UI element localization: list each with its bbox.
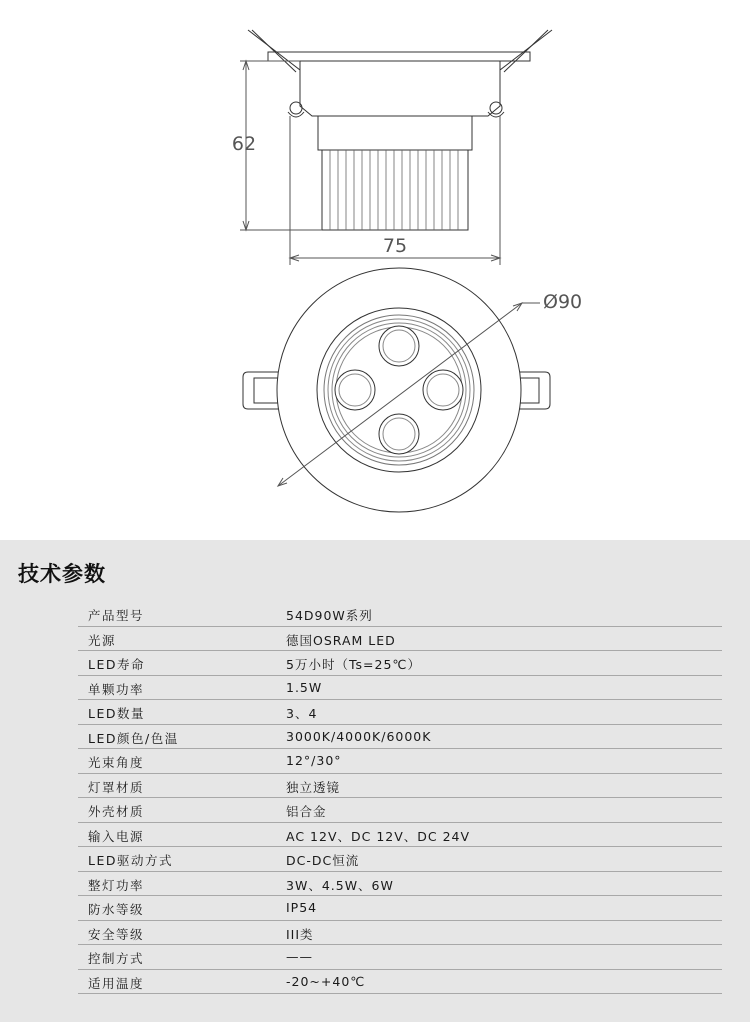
- spec-label: LED颜色/色温: [88, 730, 179, 746]
- spec-row-waterproof: [78, 896, 722, 921]
- spec-value: 德国OSRAM LED: [286, 632, 396, 648]
- specs-panel: [0, 540, 750, 1022]
- spec-row-light-source: [78, 627, 722, 652]
- spec-table: [78, 602, 722, 994]
- spec-label: 输入电源: [88, 828, 145, 844]
- spec-value: 3000K/4000K/6000K: [286, 728, 432, 744]
- spec-row-temperature: [78, 970, 722, 995]
- diameter-label: Ø90: [543, 291, 583, 313]
- spec-label: LED寿命: [88, 657, 145, 672]
- spec-label: LED数量: [88, 706, 145, 721]
- spec-row-beam-angle: [78, 749, 722, 774]
- spec-value: 3W、4.5W、6W: [286, 877, 394, 893]
- spec-label: 安全等级: [88, 926, 145, 942]
- spec-label: 单颗功率: [88, 681, 145, 697]
- spec-value: 12°/30°: [286, 753, 342, 768]
- spec-label: LED驱动方式: [88, 853, 173, 868]
- spec-label: 灯罩材质: [88, 779, 145, 795]
- spec-value: 铝合金: [286, 804, 327, 819]
- specs-title: 技术参数: [18, 562, 106, 586]
- front-view: [243, 268, 550, 512]
- spec-row-unit-power: [78, 676, 722, 701]
- spec-row-housing-material: [78, 798, 722, 823]
- height-label: 62: [231, 133, 257, 155]
- spec-row-color-temp: [78, 725, 722, 750]
- spec-value: 5万小时（Ts=25℃）: [286, 657, 421, 672]
- spec-label: 控制方式: [88, 951, 145, 966]
- spec-value: ——: [286, 949, 313, 964]
- spec-label: 光源: [88, 632, 117, 648]
- spec-label: 防水等级: [88, 902, 145, 917]
- spec-row-model: [78, 602, 722, 627]
- spec-value: 54D90W系列: [286, 608, 373, 623]
- spec-label: 外壳材质: [88, 804, 145, 819]
- spec-value: DC-DC恒流: [286, 853, 360, 868]
- spec-value: -20~+40℃: [286, 973, 366, 989]
- width-label: 75: [382, 235, 408, 257]
- spec-value: 独立透镜: [286, 779, 341, 795]
- spec-label: 适用温度: [88, 975, 145, 991]
- spec-value: AC 12V、DC 12V、DC 24V: [286, 828, 471, 844]
- spec-label: 整灯功率: [88, 877, 145, 893]
- spec-row-safety-class: [78, 921, 722, 946]
- spec-label: 光束角度: [88, 755, 145, 770]
- spec-row-led-count: [78, 700, 722, 725]
- spec-row-led-life: [78, 651, 722, 676]
- spec-value: III类: [286, 926, 314, 942]
- spec-row-total-power: [78, 872, 722, 897]
- spec-label: 产品型号: [88, 608, 145, 623]
- spec-row-control: [78, 945, 722, 970]
- spec-row-input-power: [78, 823, 722, 848]
- spec-value: 3、4: [286, 706, 318, 721]
- spec-value: 1.5W: [286, 679, 323, 695]
- spec-row-lens-material: [78, 774, 722, 799]
- side-view: [248, 30, 552, 230]
- spec-row-driver: [78, 847, 722, 872]
- spec-value: IP54: [286, 900, 318, 915]
